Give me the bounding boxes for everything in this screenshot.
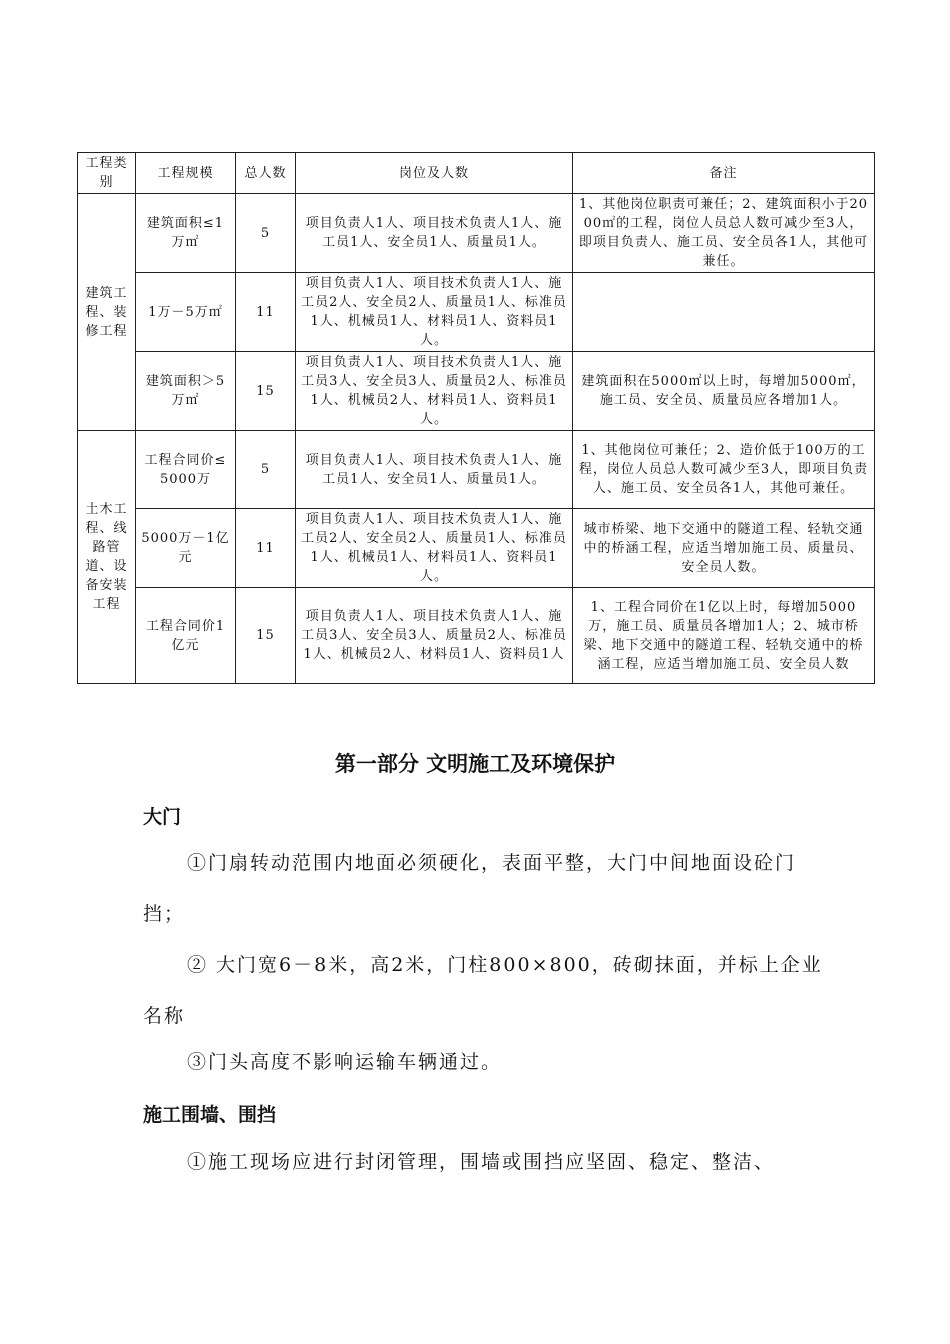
scale-cell: 5000万－1亿元 — [136, 509, 236, 588]
scale-cell: 工程合同价1亿元 — [136, 588, 236, 684]
remark-cell: 城市桥梁、地下交通中的隧道工程、轻轨交通中的桥涵工程，应适当增加施工员、质量员、安全员人数。 — [573, 509, 875, 588]
table-row — [78, 588, 875, 684]
staffing-table — [77, 152, 875, 684]
remark-cell: 1、其他岗位可兼任；2、造价低于100万的工程，岗位人员总人数可减少至3人，即项目负责人、施工员、安全员各1人，其他可兼任。 — [573, 431, 875, 509]
positions-cell: 项目负责人1人、项目技术负责人1人、施工员1人、安全员1人、质量员1人。 — [296, 431, 573, 509]
category-cell: 土木工程、线路管道、设备安装工程 — [78, 431, 136, 684]
remark-cell: 1、其他岗位职责可兼任；2、建筑面积小于2000㎡的工程，岗位人员总人数可减少至3人，即项目负责人、施工员、安全员各1人，其他可兼任。 — [573, 194, 875, 273]
table-row — [78, 194, 875, 273]
header-positions: 岗位及人数 — [296, 153, 573, 194]
header-scale: 工程规模 — [136, 153, 236, 194]
table-row — [78, 352, 875, 431]
gate-item-1: ①门扇转动范围内地面必须硬化，表面平整，大门中间地面设砼门挡； — [143, 852, 797, 925]
scale-cell: 工程合同价≤5000万 — [136, 431, 236, 509]
gate-item-3: ③门头高度不影响运输车辆通过。 — [187, 1051, 503, 1073]
scale-cell: 建筑面积≤1万㎡ — [136, 194, 236, 273]
table-header-row — [78, 153, 875, 194]
header-total: 总人数 — [236, 153, 296, 194]
remark-cell: 建筑面积在5000㎡以上时，每增加5000㎡，施工员、安全员、质量员应各增加1人。 — [573, 352, 875, 431]
table-row — [78, 273, 875, 352]
gate-heading: 大门 — [143, 806, 182, 828]
positions-cell: 项目负责人1人、项目技术负责人1人、施工员3人、安全员3人、质量员2人、标准员1人、机械员2人、材料员1人、资料员1人 — [296, 588, 573, 684]
table-row — [78, 509, 875, 588]
total-cell: 11 — [236, 509, 296, 588]
header-category: 工程类别 — [78, 153, 136, 194]
category-cell: 建筑工程、装修工程 — [78, 194, 136, 431]
positions-cell: 项目负责人1人、项目技术负责人1人、施工员2人、安全员2人、质量员1人、标准员1人、机械员1人、材料员1人、资料员1人。 — [296, 273, 573, 352]
positions-cell: 项目负责人1人、项目技术负责人1人、施工员3人、安全员3人、质量员2人、标准员1人、机械员2人、材料员1人、资料员1人。 — [296, 352, 573, 431]
remark-cell — [573, 273, 875, 352]
header-remark: 备注 — [573, 153, 875, 194]
table-row — [78, 431, 875, 509]
wall-item-1: ①施工现场应进行封闭管理，围墙或围挡应坚固、稳定、整洁、 — [187, 1151, 776, 1173]
remark-cell: 1、工程合同价在1亿以上时，每增加5000万，施工员、质量员各增加1人；2、城市桥梁、地下交通中的隧道工程、轻轨交通中的桥涵工程，应适当增加施工员、安全员人数 — [573, 588, 875, 684]
total-cell: 15 — [236, 352, 296, 431]
scale-cell: 建筑面积＞5万㎡ — [136, 352, 236, 431]
wall-heading: 施工围墙、围挡 — [143, 1104, 277, 1126]
positions-cell: 项目负责人1人、项目技术负责人1人、施工员1人、安全员1人、质量员1人。 — [296, 194, 573, 273]
total-cell: 5 — [236, 194, 296, 273]
total-cell: 5 — [236, 431, 296, 509]
positions-cell: 项目负责人1人、项目技术负责人1人、施工员2人、安全员2人、质量员1人、标准员1人、机械员1人、材料员1人、资料员1人。 — [296, 509, 573, 588]
gate-item-2: ② 大门宽6－8米，高2米，门柱800×800，砖砌抹面，并标上企业名称 — [143, 954, 823, 1027]
total-cell: 15 — [236, 588, 296, 684]
total-cell: 11 — [236, 273, 296, 352]
section-title: 第一部分 文明施工及环境保护 — [334, 752, 616, 776]
scale-cell: 1万－5万㎡ — [136, 273, 236, 352]
